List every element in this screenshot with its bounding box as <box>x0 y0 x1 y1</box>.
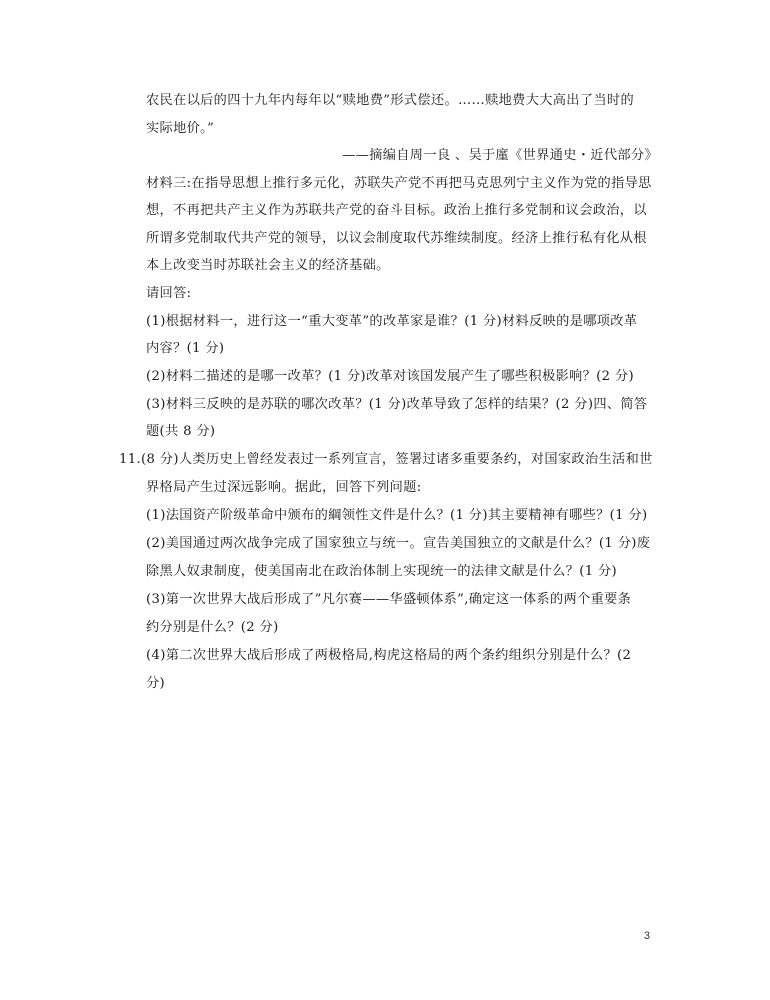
text-line: 除黑人奴隶制度，使美国南北在政治体制上实现统一的法律文献是什么？(1 分) <box>146 564 618 579</box>
question-item: (3)第一次世界大战后形成了”凡尔赛——华盛顿体系”,确定这一体系的两个重要条 <box>146 592 632 607</box>
question-number-line: 11.(8 分)人类历史上曾经发表过一系列宣言，签署过诸多重要条约，对国家政治生活和世 <box>119 452 653 467</box>
section-heading: 题(共 8 分) <box>146 424 216 439</box>
question-item: (4)第二次世界大战后形成了两极格局,构虎这格局的两个条约组织分别是什么？(2 <box>146 648 632 663</box>
question-item: (3)材料三反映的是苏联的哪次改革？(1 分)改革导致了怎样的结果？(2 分)四、简答 <box>146 397 648 412</box>
text-line: 约分别是什么？(2 分) <box>146 620 279 635</box>
text-line: 分) <box>146 676 166 691</box>
text-line: 界格局产生过深远影响。据此，回答下列问题: <box>146 480 422 495</box>
text-line: 内容？(1 分) <box>146 341 225 356</box>
question-item: (1)法国资产阶级革命中颁布的綱领性文件是什么？(1 分)其主要精神有哪些？(1 分) <box>146 508 648 523</box>
text-line: 想，不再把共产主义作为苏联共产党的奋斗目标。政治上推行多党制和议会政治，以 <box>146 203 647 218</box>
question-prompt: 请回答: <box>146 286 192 301</box>
question-item: (2)材料二描述的是哪一改革？(1 分)改革对该国发展产生了哪些积极影响？(2 分) <box>146 369 634 384</box>
text-line: 本上改变当时苏联社会主义的经济基础。 <box>146 258 390 273</box>
question-item: (2)美国通过两次战争完成了国家独立与统一。宣告美国独立的文献是什么？(1 分)废 <box>146 536 651 551</box>
source-citation: ——摘编自周一良 、吴于廑《世界通史・近代部分》 <box>342 148 658 163</box>
text-line: 材料三:在指导思想上推行多元化，苏联失产党不再把马克思列宁主义作为党的指导思 <box>146 176 652 191</box>
question-item: (1)根据材料一，进行这一“重大变革”的改革家是谁？(1 分)材料反映的是哪项改革 <box>146 314 638 329</box>
text-line: 实际地价。” <box>146 121 215 136</box>
page-number: 3 <box>643 930 650 942</box>
text-line: 农民在以后的四十九年内每年以“赎地费”形式偿还。……赎地费大大高出了当时的 <box>146 93 634 108</box>
text-line: 所谓多党制取代共产党的领导，以议会制度取代苏维续制度。经济上推行私有化从根 <box>146 231 647 246</box>
